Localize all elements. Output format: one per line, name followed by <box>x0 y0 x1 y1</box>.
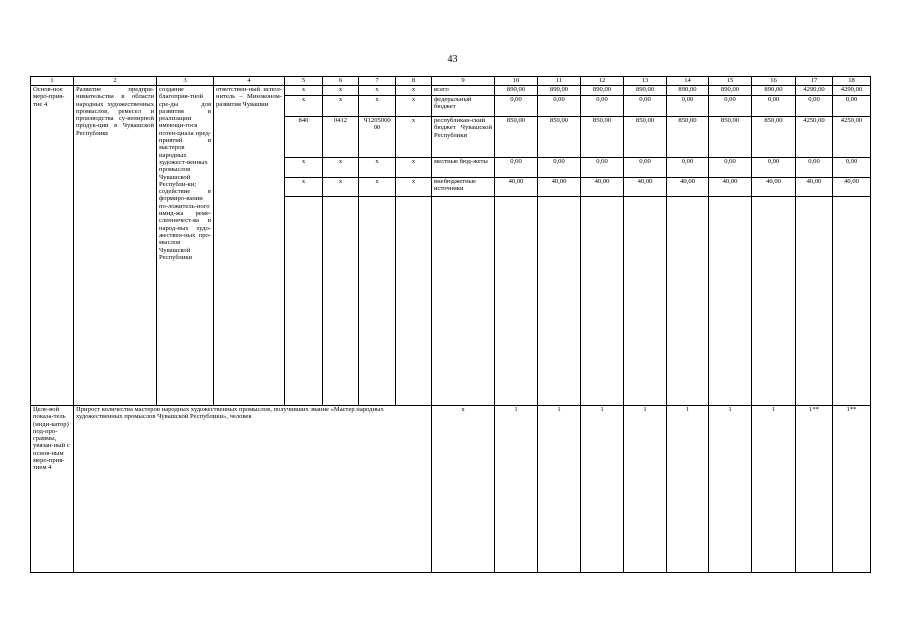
header-row <box>31 77 871 86</box>
value-cell: 0,00 <box>709 96 752 117</box>
value-cell: 0,00 <box>538 158 581 178</box>
value-cell: 0,00 <box>581 158 624 178</box>
empty-cell <box>752 197 796 406</box>
empty-cell <box>796 197 833 406</box>
value-cell: 0,00 <box>833 96 871 117</box>
table-row <box>31 86 871 96</box>
header-cell: 4 <box>214 77 285 86</box>
value-cell: 850,00 <box>752 117 796 158</box>
value-cell: 890,00 <box>581 86 624 96</box>
empty-cell <box>495 197 538 406</box>
value-cell: 1** <box>833 406 871 573</box>
empty-cell <box>581 197 624 406</box>
funding-source-cell: внебюджетные источники <box>432 178 495 197</box>
header-cell: 5 <box>285 77 323 86</box>
header-cell: 7 <box>359 77 396 86</box>
value-cell: 850,00 <box>624 117 667 158</box>
value-cell: 850,00 <box>581 117 624 158</box>
value-cell: 4290,00 <box>796 86 833 96</box>
value-cell: 1 <box>709 406 752 573</box>
target-label-cell: Целе-вой показа-тель (инди-катор) под-про-граммы, увязан-ный с основ-ным меро-прия-тием 4 <box>31 406 74 573</box>
table-cell: x <box>285 86 323 96</box>
empty-cell <box>624 197 667 406</box>
value-cell: 40,00 <box>581 178 624 197</box>
value-cell: 0,00 <box>796 96 833 117</box>
table-cell: 840 <box>285 117 323 158</box>
empty-cell <box>667 197 709 406</box>
table-cell: x <box>323 178 359 197</box>
table-cell: x <box>323 96 359 117</box>
funding-source-cell: всего <box>432 86 495 96</box>
value-cell: 890,00 <box>538 86 581 96</box>
value-cell: 4250,00 <box>833 117 871 158</box>
value-cell: 1 <box>667 406 709 573</box>
table-cell: x <box>323 158 359 178</box>
value-cell: 1 <box>581 406 624 573</box>
table-cell: 0412 <box>323 117 359 158</box>
value-cell: 850,00 <box>538 117 581 158</box>
value-cell: 0,00 <box>833 158 871 178</box>
value-cell: 890,00 <box>667 86 709 96</box>
table-cell: x <box>285 96 323 117</box>
value-cell: 40,00 <box>667 178 709 197</box>
value-cell: 1 <box>495 406 538 573</box>
value-cell: 4250,00 <box>796 117 833 158</box>
header-cell: 10 <box>495 77 538 86</box>
value-cell: 0,00 <box>752 158 796 178</box>
value-cell: 40,00 <box>538 178 581 197</box>
funding-source-cell: республикан-ский бюджет Чувашской Республики <box>432 117 495 158</box>
value-cell: 1** <box>796 406 833 573</box>
value-cell: 890,00 <box>709 86 752 96</box>
value-cell: 890,00 <box>495 86 538 96</box>
responsible-executor-cell: ответствен-ный испол-нитель – Минэконом-развития Чувашии <box>214 86 285 406</box>
value-cell: 0,00 <box>709 158 752 178</box>
value-cell: 40,00 <box>833 178 871 197</box>
header-cell: 1 <box>31 77 74 86</box>
measure-title-cell: Развитие предпри-нимательства в области народных художественных промыслов, ремесел и производства су-венирной продук-ции в Чувашской Республике <box>74 86 157 406</box>
empty-cell <box>833 197 871 406</box>
header-cell: 18 <box>833 77 871 86</box>
empty-cell <box>432 197 495 406</box>
table-cell: x <box>359 158 396 178</box>
table-cell: x <box>285 178 323 197</box>
empty-cell <box>323 197 359 406</box>
table-cell: x <box>432 406 495 573</box>
header-cell: 9 <box>432 77 495 86</box>
value-cell: 850,00 <box>667 117 709 158</box>
value-cell: 0,00 <box>495 96 538 117</box>
table-cell: x <box>396 178 432 197</box>
header-cell: 13 <box>624 77 667 86</box>
table-cell: x <box>359 178 396 197</box>
empty-cell <box>285 197 323 406</box>
header-cell: 16 <box>752 77 796 86</box>
measure-label-cell: Основ-ное меро-прия-тие 4 <box>31 86 74 406</box>
measure-goal-cell: создание благоприя-тной сре-ды для развития и реализации имеющи-гося потен-циала пред-приятий и мастеров народных художест-венных промыслов Чувашской Республи-ки; содействие в формиро-вании по-ложитель-ного имид-жа реме-сленничест-ва и народ-ных худо-жествен-ных про-мыслов Чувашской Республики <box>157 86 214 406</box>
value-cell: 40,00 <box>752 178 796 197</box>
value-cell: 850,00 <box>709 117 752 158</box>
funding-source-cell: федеральный бюджет <box>432 96 495 117</box>
header-cell: 6 <box>323 77 359 86</box>
header-cell: 11 <box>538 77 581 86</box>
empty-cell <box>709 197 752 406</box>
table-cell: x <box>359 86 396 96</box>
table-cell: x <box>323 86 359 96</box>
table-cell: x <box>396 117 432 158</box>
empty-cell <box>359 197 396 406</box>
value-cell: 0,00 <box>581 96 624 117</box>
header-cell: 15 <box>709 77 752 86</box>
value-cell: 0,00 <box>667 96 709 117</box>
header-cell: 14 <box>667 77 709 86</box>
table-cell: x <box>396 158 432 178</box>
value-cell: 40,00 <box>796 178 833 197</box>
value-cell: 0,00 <box>495 158 538 178</box>
target-text-cell: Прирост количества мастеров народных художественных промыслов, получивших звание «Мастер народных художественных промыслов Чувашской Республики», человек <box>74 406 432 573</box>
value-cell: 0,00 <box>624 96 667 117</box>
page-number: 43 <box>447 54 458 65</box>
header-cell: 17 <box>796 77 833 86</box>
value-cell: 0,00 <box>667 158 709 178</box>
value-cell: 4290,00 <box>833 86 871 96</box>
header-cell: 8 <box>396 77 432 86</box>
value-cell: 1 <box>752 406 796 573</box>
value-cell: 40,00 <box>624 178 667 197</box>
value-cell: 850,00 <box>495 117 538 158</box>
header-cell: 12 <box>581 77 624 86</box>
value-cell: 40,00 <box>495 178 538 197</box>
table-cell: x <box>396 86 432 96</box>
target-indicator-row <box>31 406 871 573</box>
value-cell: 0,00 <box>538 96 581 117</box>
header-cell: 2 <box>74 77 157 86</box>
value-cell: 0,00 <box>624 158 667 178</box>
table-cell: Ч1205000 00 <box>359 117 396 158</box>
value-cell: 890,00 <box>752 86 796 96</box>
empty-cell <box>396 197 432 406</box>
table-cell: x <box>359 96 396 117</box>
header-cell: 3 <box>157 77 214 86</box>
table-cell: x <box>396 96 432 117</box>
value-cell: 40,00 <box>709 178 752 197</box>
funding-source-cell: местные бюд-жеты <box>432 158 495 178</box>
table-cell: x <box>285 158 323 178</box>
value-cell: 0,00 <box>752 96 796 117</box>
value-cell: 1 <box>624 406 667 573</box>
value-cell: 890,00 <box>624 86 667 96</box>
program-table <box>30 76 871 573</box>
empty-cell <box>538 197 581 406</box>
value-cell: 0,00 <box>796 158 833 178</box>
value-cell: 1 <box>538 406 581 573</box>
